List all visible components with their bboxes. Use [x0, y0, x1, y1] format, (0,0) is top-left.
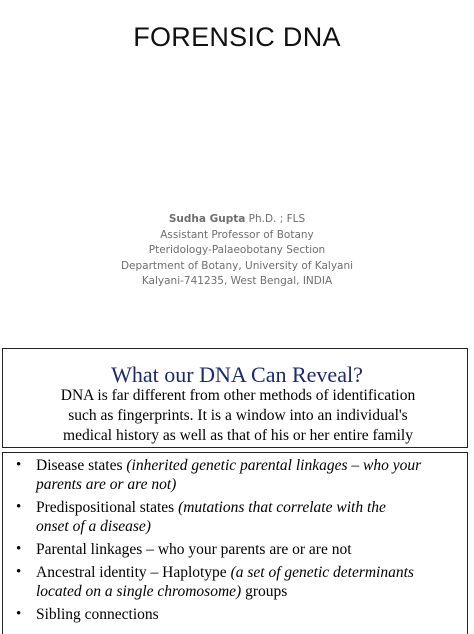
- slide-title: FORENSIC DNA: [133, 22, 341, 52]
- bullet-icon: •: [16, 564, 22, 580]
- author-name-line: [0, 212, 474, 228]
- author-block: [0, 212, 474, 290]
- bullet-detail: (inherited genetic parental linkages – who your: [122, 457, 422, 474]
- author-position: Assistant Professor of Botany: [160, 228, 314, 241]
- bullet-detail: parents are or are not): [36, 476, 177, 493]
- bullet-label: Disease states: [36, 457, 123, 474]
- bullet-icon: •: [16, 457, 22, 473]
- bullet-detail: located on a single chromosome): [36, 583, 242, 600]
- intro-line: medical history as well as that of his or her entire family: [63, 427, 413, 444]
- bullet-label: Predispositional states: [36, 499, 175, 516]
- author-address: Kalyani-741235, West Bengal, INDIA: [141, 275, 333, 287]
- bullet-item-ancestral-identity: [14, 563, 460, 601]
- bullet-item-sibling-connections: [14, 605, 460, 624]
- bullet-detail: (a set of genetic determinants: [230, 564, 414, 581]
- intro-text: [14, 386, 462, 446]
- intro-line: such as fingerprints. It is a window into an individual's: [68, 407, 408, 424]
- bullet-item-disease-states: [14, 456, 460, 494]
- bullet-label: Parental linkages –: [36, 541, 154, 558]
- bullet-label: Sibling connections: [36, 606, 159, 623]
- bullet-label: Ancestral identity –: [36, 564, 159, 581]
- bullet-icon: •: [16, 499, 22, 515]
- bullet-detail: who your parents are or are not: [153, 541, 352, 558]
- bullet-detail: groups: [241, 583, 288, 600]
- content-slide-title: What our DNA Can Reveal?: [111, 362, 363, 387]
- author-name: Sudha Gupta: [168, 213, 246, 225]
- bullet-icon: •: [16, 606, 22, 622]
- content-slide: [0, 344, 474, 632]
- author-degrees: Ph.D. ; FLS: [245, 213, 306, 225]
- bullet-item-parental-linkages: [14, 540, 460, 559]
- author-section: Pteridology-Palaeobotany Section: [148, 244, 326, 256]
- bullet-list: [14, 456, 460, 628]
- bullet-detail: Haplotype: [158, 564, 231, 581]
- bullet-detail: onset of a disease): [36, 518, 151, 535]
- intro-line: DNA is far different from other methods of identification: [60, 387, 416, 404]
- bullet-detail: (mutations that correlate with the: [174, 499, 386, 516]
- bullet-icon: •: [16, 541, 22, 557]
- bullet-item-predispositional-states: [14, 498, 460, 536]
- author-department: Department of Botany, University of Kalyani: [120, 259, 354, 272]
